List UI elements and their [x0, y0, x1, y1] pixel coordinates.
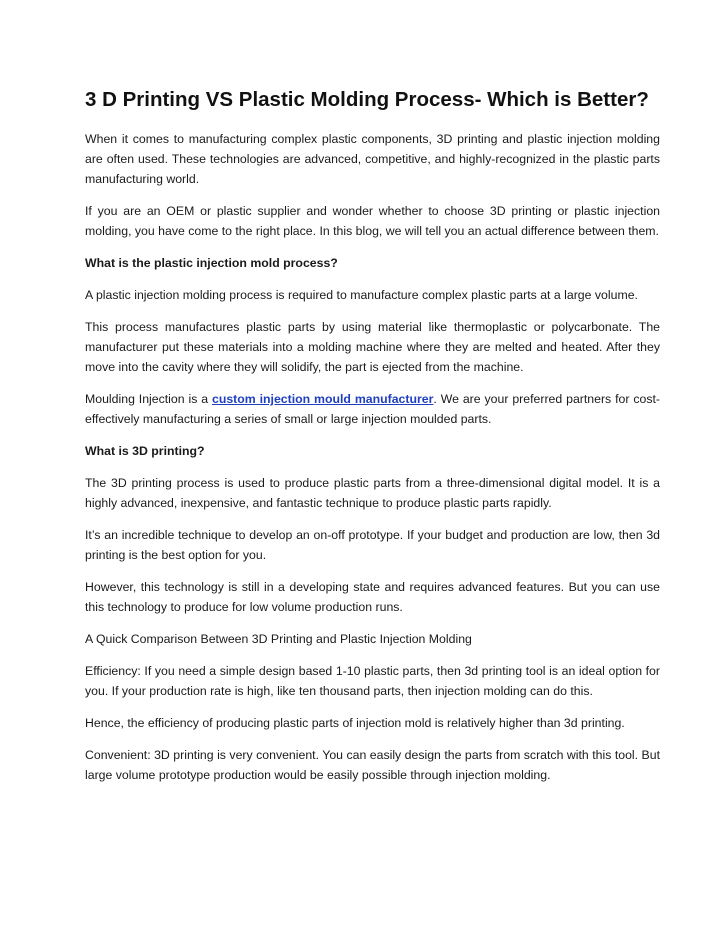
section-heading-3d-printing: What is 3D printing? [85, 444, 205, 458]
section-heading-injection-mold: What is the plastic injection mold process? [85, 256, 338, 270]
intro-paragraph-2: If you are an OEM or plastic supplier and wonder whether to choose 3D printing or plastic injection molding, you have come to the right place. In this blog, we will tell you an actual difference between them. [85, 204, 660, 238]
page-title: 3 D Printing VS Plastic Molding Process- Which is Better? [85, 88, 649, 111]
mold-paragraph-2: This process manufactures plastic parts by using material like thermoplastic or polycarbonate. The manufacturer put these materials into a molding machine where they are melted and heated. After they move into the cavity where they will solidify, the part is ejected from the machine. [85, 320, 660, 374]
convenient-paragraph: Convenient: 3D printing is very convenient. You can easily design the parts from scratch with this tool. But large volume prototype production would be easily possible through injection molding. [85, 748, 660, 782]
efficiency-paragraph: Efficiency: If you need a simple design based 1-10 plastic parts, then 3d printing tool is an ideal option for you. If your production rate is high, like ten thousand parts, then injection molding can do this. [85, 664, 660, 698]
mold-paragraph-1: A plastic injection molding process is required to manufacture complex plastic parts at a large volume. [85, 288, 638, 302]
print-paragraph-3: However, this technology is still in a developing state and requires advanced features. But you can use this technology to produce for low volume production runs. [85, 580, 660, 614]
mold-paragraph-3-lead: Moulding Injection is a [85, 392, 212, 406]
print-paragraph-2: It’s an incredible technique to develop an on-off prototype. If your budget and production are low, then 3d printing is the best option for you. [85, 528, 660, 562]
comparison-heading: A Quick Comparison Between 3D Printing and Plastic Injection Molding [85, 632, 472, 646]
hence-paragraph: Hence, the efficiency of producing plastic parts of injection mold is relatively higher than 3d printing. [85, 716, 625, 730]
mold-paragraph-3-tail: . We are your preferred partners for cost-effectively manufacturing a series of small or large injection moulded parts. [85, 392, 660, 426]
mold-paragraph-3 [85, 389, 660, 429]
print-paragraph-1: The 3D printing process is used to produce plastic parts from a three-dimensional digital model. It is a highly advanced, inexpensive, and fantastic technique to produce plastic parts rapidly. [85, 476, 660, 510]
custom-injection-mould-manufacturer-link[interactable]: custom injection mould manufacturer [211, 392, 434, 406]
intro-paragraph-1: When it comes to manufacturing complex plastic components, 3D printing and plastic injection molding are often used. These technologies are advanced, competitive, and highly-recognized in the plastic parts manufacturing world. [85, 132, 660, 186]
